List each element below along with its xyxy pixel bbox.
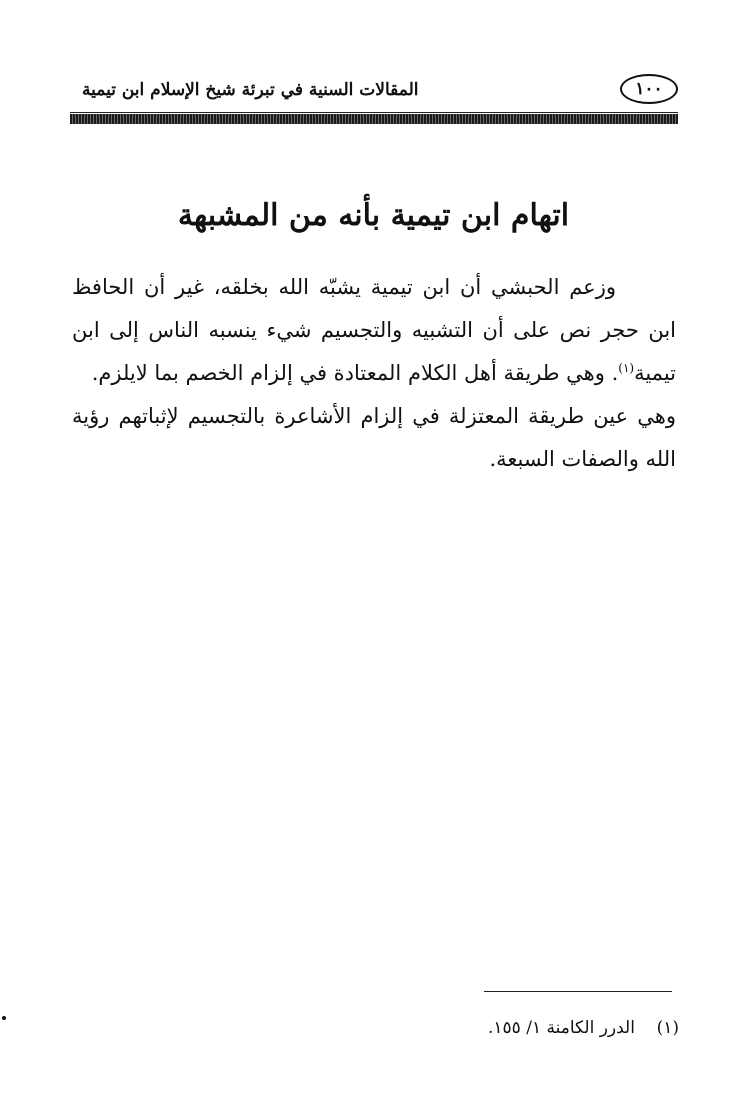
paragraph-2: وهي عين طريقة المعتزلة في إلزام الأشاعرة بالتجسيم لإثباتهم رؤية الله والصفات السبعة. [72, 404, 676, 471]
page-number: ١٠٠ [620, 74, 678, 104]
chapter-title: اتهام ابن تيمية بأنه من المشبهة [177, 198, 570, 233]
body-text [72, 266, 676, 481]
footnote-separator [484, 991, 672, 992]
scan-speck [2, 1016, 6, 1020]
page-header [70, 72, 678, 114]
footnote-reference: (١) [618, 361, 635, 375]
footnote-marker: (١) [656, 1018, 679, 1038]
running-title: المقالات السنية في تبرئة شيخ الإسلام ابن تيمية [82, 80, 419, 100]
header-rule [70, 114, 678, 124]
header-rule-thin [70, 112, 678, 113]
footnote [488, 1018, 679, 1038]
paragraph-1-text: وزعم الحبشي أن ابن تيمية يشبّه الله بخلقه، غير أن الحافظ ابن حجر نص على أن التشبيه والتجسيم شيء ينسبه الناس إلى ابن تيمية [72, 275, 676, 385]
footnote-text: الدرر الكامنة ١/ ١٥٥. [487, 1018, 635, 1038]
paragraph-1 [72, 266, 676, 395]
paragraph-1-continuation: . وهي طريقة أهل الكلام المعتادة في إلزام الخصم بما لايلزم. [91, 361, 619, 385]
